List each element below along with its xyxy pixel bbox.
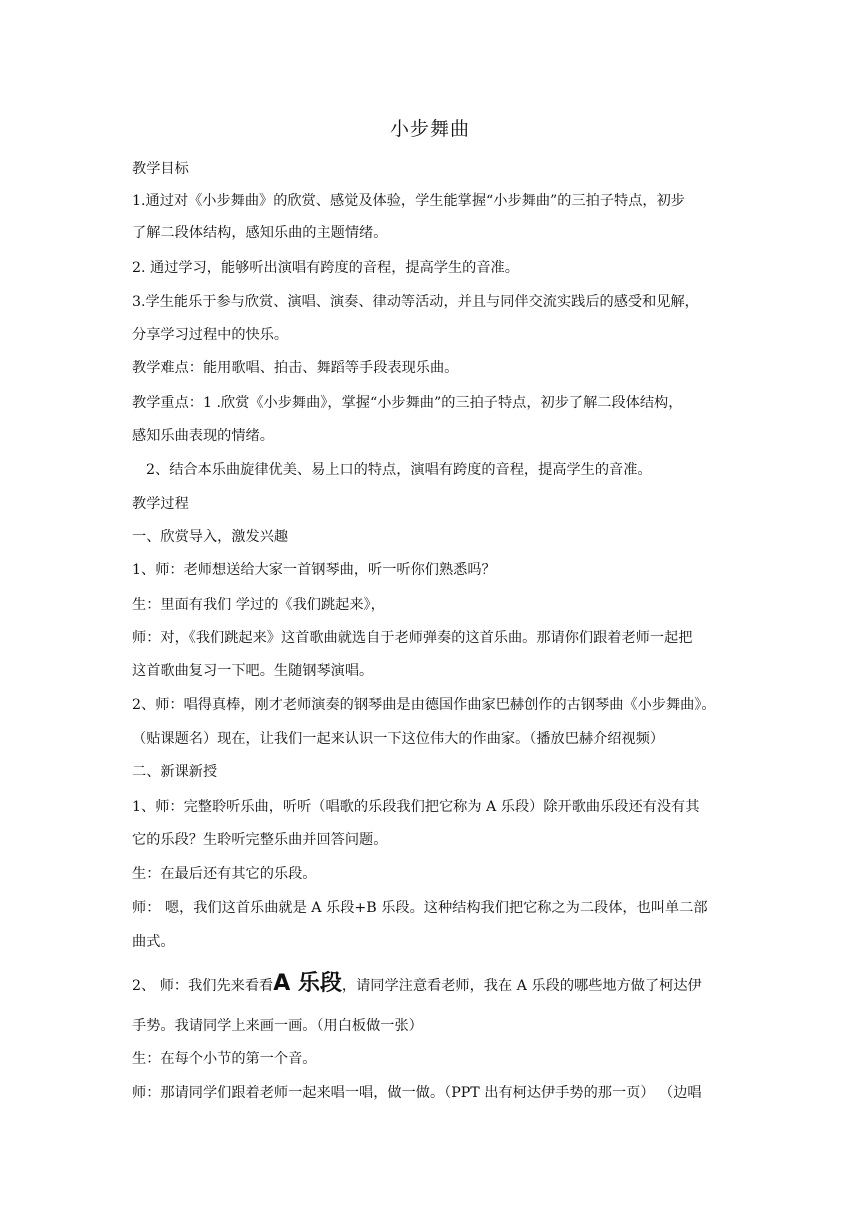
paragraph-line: 了解二段体结构，感知乐曲的主题情绪。 (132, 225, 388, 241)
paragraph-line: 师：对，《我们跳起来》这首歌曲就选自于老师弹奏的这首乐曲。那请你们跟着老师一起把 (132, 630, 693, 646)
paragraph-line: 它的乐段？生聆听完整乐曲并回答问题。 (132, 832, 388, 848)
paragraph-line-with-emphasis (132, 967, 732, 1003)
paragraph-line: 教学难点：能用歌唱、拍击、舞蹈等手段表现乐曲。 (132, 360, 459, 376)
paragraph-line: 这首歌曲复习一下吧。生随钢琴演唱。 (132, 663, 374, 679)
paragraph-line: 分享学习过程中的快乐。 (132, 327, 289, 343)
paragraph-line: 师：那请同学们跟着老师一起来唱一唱，做一做。（PPT 出有柯达伊手势的那一页） （边唱 (132, 1085, 702, 1101)
subsection-heading: 一、欣赏导入，激发兴趣 (132, 529, 289, 545)
emphasis-text: A 乐段 (273, 971, 342, 996)
paragraph-line: 生：在每个小节的第一个音。 (132, 1051, 317, 1067)
page-title: 小步舞曲 (389, 118, 470, 140)
paragraph-suffix: ，请同学注意看老师，我在 A 乐段的哪些地方做了柯达伊 (341, 978, 702, 994)
paragraph-line: 2、结合本乐曲旋律优美、易上口的特点，演唱有跨度的音程，提高学生的音准。 (146, 462, 652, 478)
paragraph-line: 感知乐曲表现的情绪。 (132, 428, 274, 444)
section-heading: 教学过程 (132, 496, 189, 512)
paragraph-line: 手势。我请同学上来画一画。（用白板做一张） (132, 1018, 423, 1034)
paragraph-line: 1.通过对《小步舞曲》的欣赏、感觉及体验，学生能掌握“小步舞曲”的三拍子特点，初步 (132, 193, 685, 209)
paragraph-line: （贴课题名）现在，让我们一起来认识一下这位伟大的作曲家。（播放巴赫介绍视频） (132, 731, 665, 747)
paragraph-line: 2. 通过学习，能够听出演唱有跨度的音程，提高学生的音准。 (132, 260, 519, 276)
section-heading: 教学目标 (132, 161, 189, 177)
paragraph-line: 师： 嗯，我们这首乐曲就是 A 乐段+B 乐段。这种结构我们把它称之为二段体，也叫单二部 (132, 900, 708, 916)
paragraph-line: 3.学生能乐于参与欣赏、演唱、演奏、律动等活动，并且与同伴交流实践后的感受和见解， (132, 294, 699, 310)
paragraph-line: 教学重点：1 .欣赏《小步舞曲》，掌握“小步舞曲”的三拍子特点，初步了解二段体结构， (132, 395, 683, 411)
paragraph-line: 1、师：完整聆听乐曲，听听（唱歌的乐段我们把它称为 A 乐段）除开歌曲乐段还有没有其 (132, 799, 700, 815)
paragraph-line: 生：里面有我们 学过的《我们跳起来》， (132, 597, 385, 613)
paragraph-prefix: 2、 师：我们先来看看 (132, 978, 274, 994)
subsection-heading: 二、新课新授 (132, 764, 218, 780)
paragraph-line: 生：在最后还有其它的乐段。 (132, 866, 317, 882)
paragraph-line: 曲式。 (132, 934, 175, 950)
paragraph-line: 1、师：老师想送给大家一首钢琴曲，听一听你们熟悉吗？ (132, 562, 496, 578)
paragraph-line: 2、师：唱得真棒，刚才老师演奏的钢琴曲是由德国作曲家巴赫创作的古钢琴曲《小步舞曲》。 (132, 697, 716, 713)
